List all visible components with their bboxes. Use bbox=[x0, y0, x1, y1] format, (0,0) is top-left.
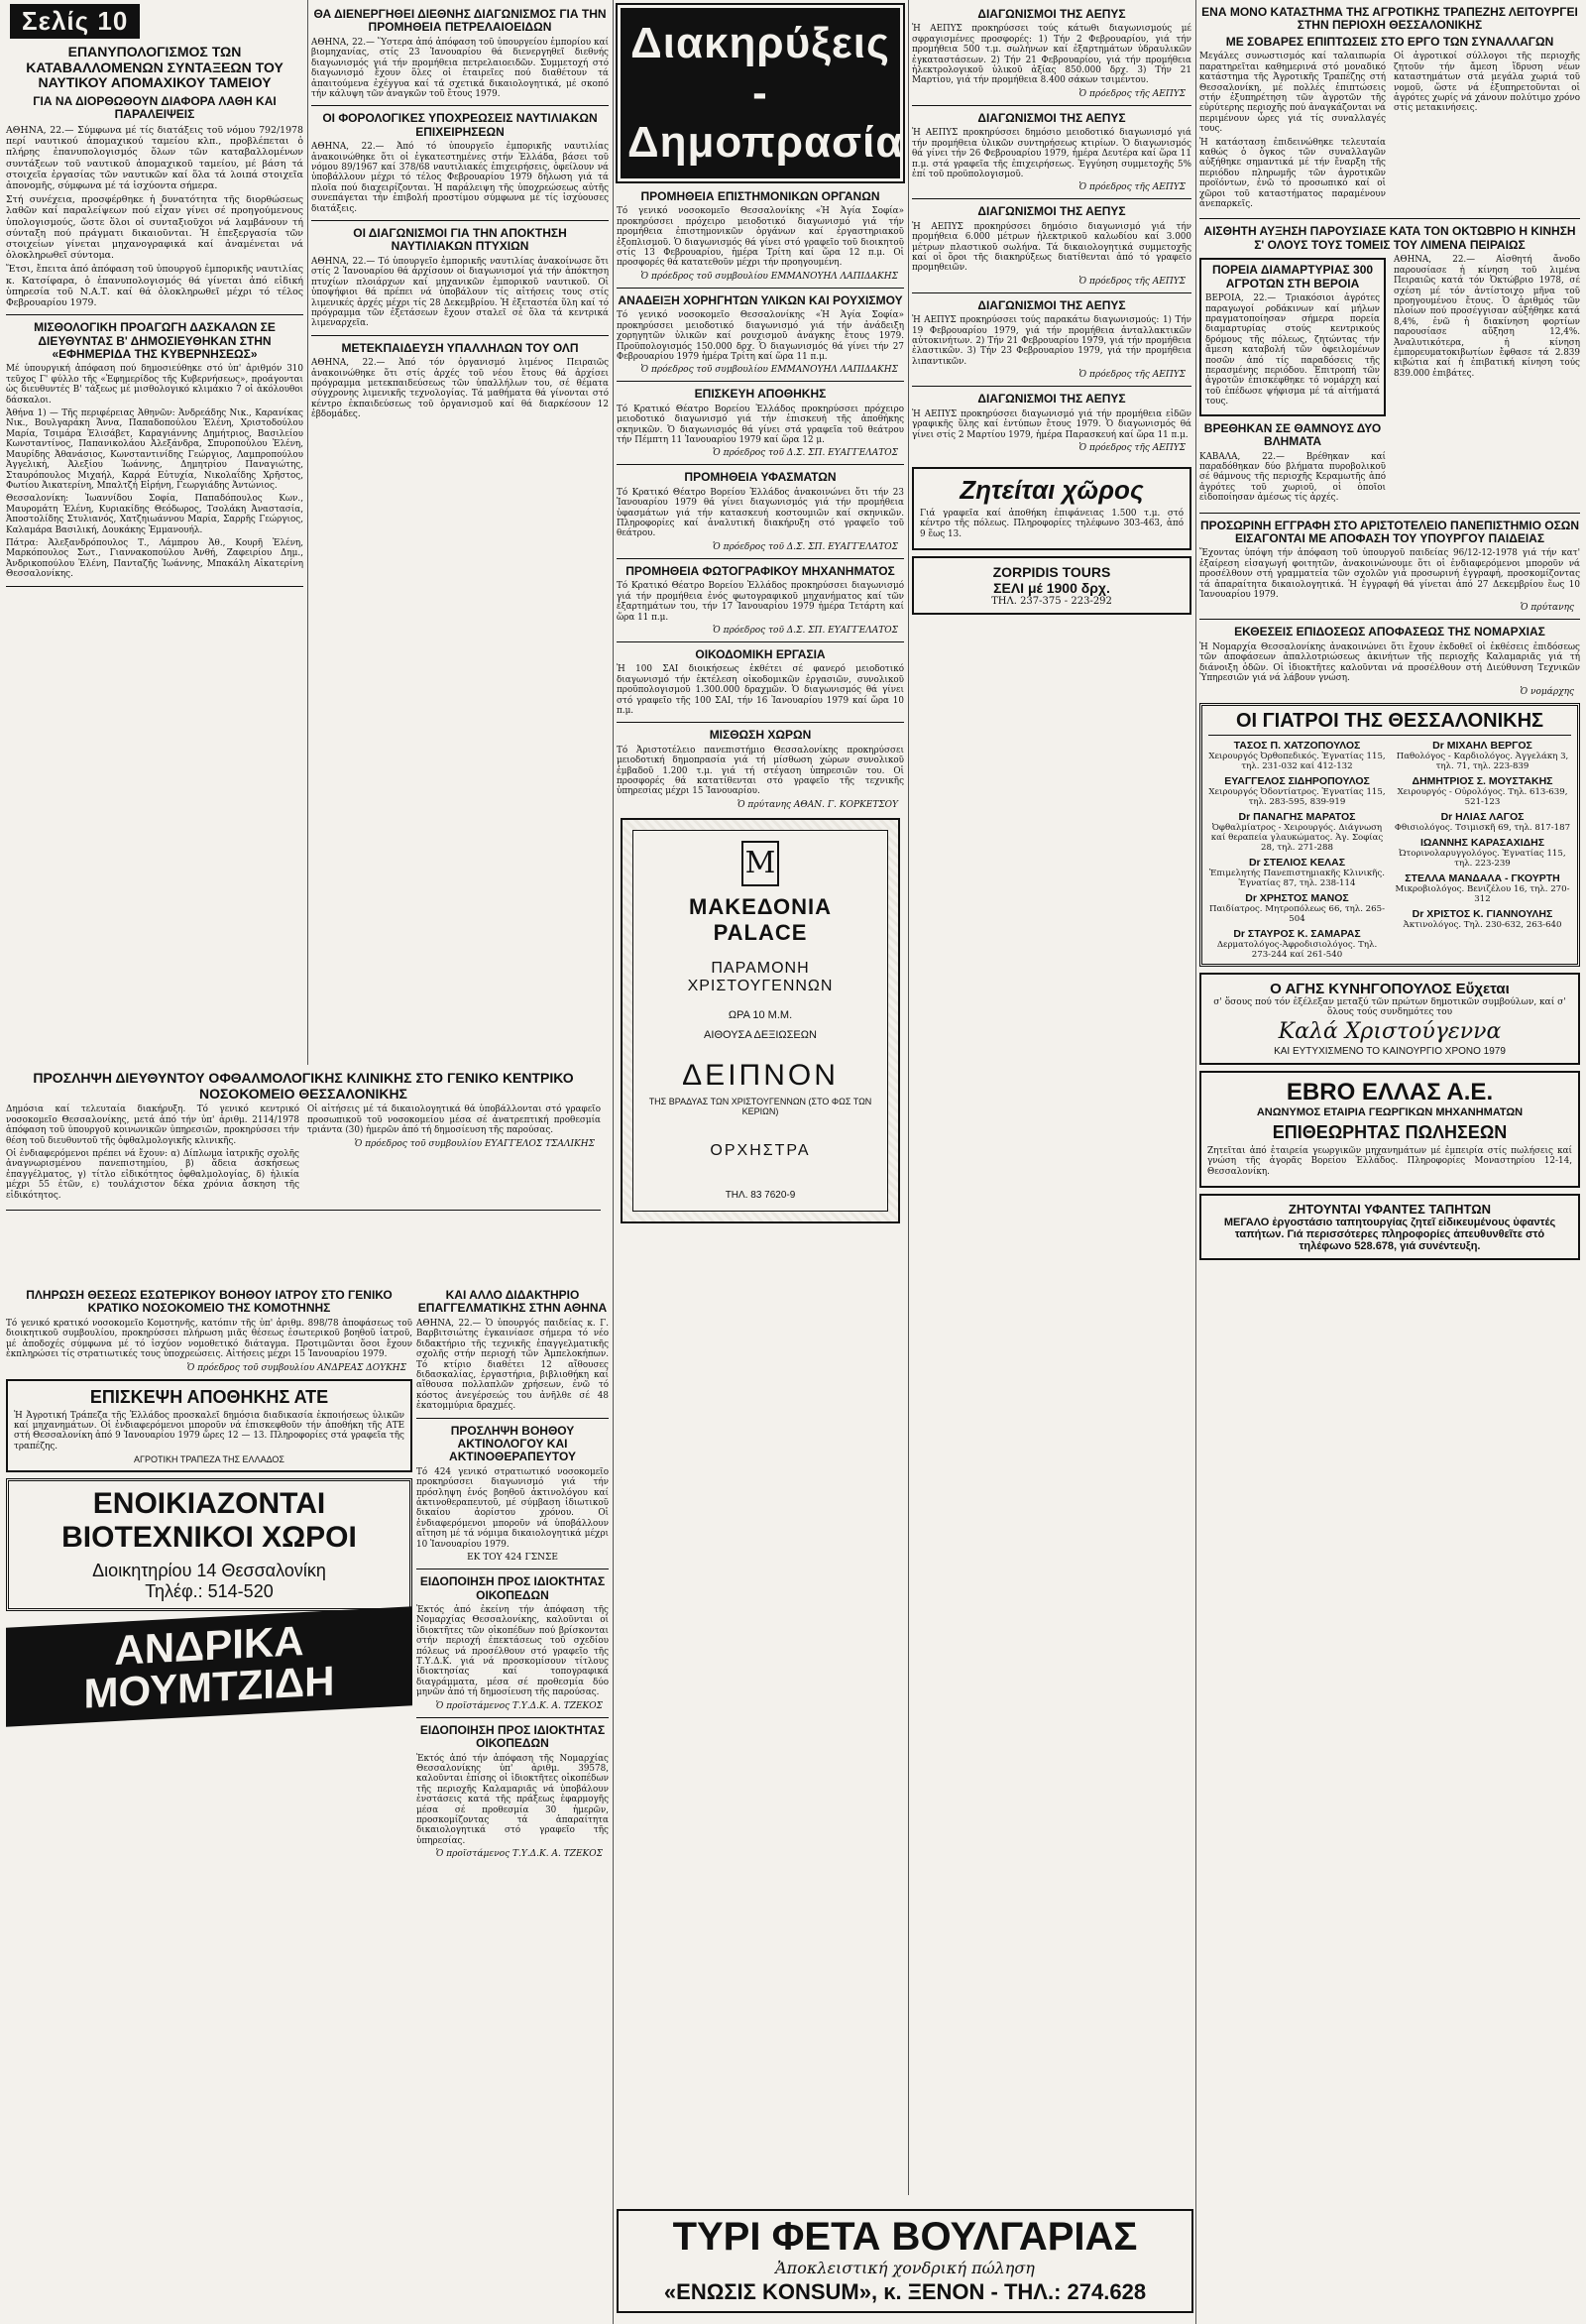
ad-line: ΩΡΑ 10 Μ.Μ. bbox=[728, 1008, 793, 1021]
ad-address: Διοικητηρίου 14 Θεσσαλονίκη bbox=[92, 1561, 326, 1581]
ad-line: ΠΑΡΑΜΟΝΗ ΧΡΙΣΤΟΥΓΕΝΝΩΝ bbox=[687, 959, 834, 994]
ad-phone: ΤΗΛ. 237-375 - 223-292 bbox=[991, 596, 1112, 608]
wide-section-left bbox=[6, 1071, 601, 1217]
notice-clothing-suppliers bbox=[617, 294, 904, 375]
notice-photo-equipment bbox=[617, 565, 904, 636]
ad-line: ΟΡΧΗΣΤΡΑ bbox=[710, 1141, 811, 1159]
doctor-name: Dr ΗΛΙΑΣ ΛΑΓΟΣ bbox=[1440, 810, 1525, 823]
divider bbox=[617, 722, 904, 723]
article-body: Οἱ ἐνδιαφερόμενοι πρέπει νά ἔχουν: α) Δίπλωμα ἰατρικῆς σχολῆς ἀναγνωρισμένου πανεπιστημίου, β) ἄδεια ἀσκήσεως ἐπαγγέλματος, γ) τίτλο εἰδικότητος ὀφθαλμολογίας, δ) ἡλικία μέχρι 55 ἐτῶν, ε) τουλάχιστον δέκα χρόνια ἄσκηση τῆς εἰδικότητος. bbox=[6, 1148, 299, 1201]
article-olp-training bbox=[311, 342, 609, 420]
ad-rental-spaces bbox=[6, 1478, 412, 1611]
article-plot-owners-2 bbox=[416, 1724, 609, 1860]
signature: Ὁ πρόεδρος τοῦ συμβουλίου ΕΜΜΑΝΟΥΗΛ ΛΑΠΙΔΑΚΗΣ bbox=[640, 365, 898, 376]
doctor-name: Dr ΣΤΕΛΙΟΣ ΚΕΛΑΣ bbox=[1248, 856, 1346, 869]
signature: Ὁ πρόεδρος τῆς ΑΕΠΥΣ bbox=[1078, 88, 1186, 99]
headline: ΕΙΔΟΠΟΙΗΣΗ ΠΡΟΣ ΙΔΙΟΚΤΗΤΑΣ ΟΙΚΟΠΕΔΩΝ bbox=[419, 1722, 606, 1751]
headline: ΜΕΤΕΚΠΑΙΔΕΥΣΗ ΥΠΑΛΛΗΛΩΝ ΤΟΥ ΟΛΠ bbox=[341, 340, 579, 355]
headline: ΔΙΑΓΩΝΙΣΜΟΙ ΤΗΣ ΑΕΠΥΣ bbox=[977, 204, 1126, 219]
headline: ΟΙ ΦΟΡΟΛΟΓΙΚΕΣ ΥΠΟΧΡΕΩΣΕΙΣ ΝΑΥΤΙΛΙΑΚΩΝ ΕΠΙΧΕΙΡΗΣΕΩΝ bbox=[322, 111, 598, 139]
ad-ebro bbox=[1199, 1071, 1580, 1188]
doctor-details: Παθολόγος - Καρδιολόγος. Ἀγγελάκη 3, τηλ. 71, τηλ. 223-839 bbox=[1396, 751, 1569, 771]
article-prefecture-decisions bbox=[1199, 626, 1580, 696]
ad-line: ΕΠΙΘΕΩΡΗΤΑΣ ΠΩΛΗΣΕΩΝ bbox=[1272, 1121, 1508, 1142]
ad-body: Γιά γραφεῖα καί ἀποθήκη ἐπιφάνειας 1.500 τ.μ. στό κέντρο τῆς πόλεως. Πληροφορίες τηλέφωνο 303-463, ἀπό 9 ἕως 13. bbox=[920, 508, 1184, 539]
headline: ΠΡΟΜΗΘΕΙΑ ΥΦΑΣΜΑΤΩΝ bbox=[684, 470, 837, 485]
article-body: ΑΘΗΝΑ, 22.— Αἰσθητή ἄνοδο παρουσίασε ἡ κίνηση τοῦ λιμένα Πειραιῶς κατά τόν Ὀκτώβριο 1978, σέ σχέση μέ τόν ἀντίστοιχο μῆνα τοῦ προηγουμένου ἔτους. Ὁ ἀριθμός τῶν πλοίων πού προσέγγισαν αὐξήθηκε κατά 8,4%, ἐνῶ ἡ διακίνηση φορτίων παρουσίασε αὔξηση 12,4%. Ἀναλυτικότερα, ἡ κίνηση ἐμπορευματοκιβωτίων ἔφθασε τά 2.839 κιβώτια καί ἡ ἐπιβατική κίνηση τούς 839.000 ἐπιβάτες. bbox=[1394, 255, 1580, 379]
headline: ΜΙΣΘΩΣΗ ΧΩΡΩΝ bbox=[709, 728, 812, 743]
signature: Ὁ πρόεδρος τοῦ Δ.Σ. ΣΠ. ΕΥΑΓΓΕΛΑΤΟΣ bbox=[712, 448, 898, 459]
article-body: ΑΘΗΝΑ, 22.— Σύμφωνα μέ τίς διατάξεις τοῦ νόμου 792/1978 περί ναυτικού ἀπομαχικού ταμείου κλπ., προβλέπεται ὁ πλήρης ἐπανυπολογισμός ὅλων τῶν καταβαλλομένων συντάξεων τοῦ ναυτικοῦ ἀπομαχικοῦ ταμείου, μέ βάση τά στοιχεῖα ἐργασίας τῶν ναυτικῶν καί ὅλα τά λοιπά στοιχεῖα ἀπονομῆς, σύμφωνα μέ τά ἰσχύοντα σήμερα. bbox=[6, 124, 303, 191]
page-label: Σελίς 10 bbox=[10, 4, 140, 39]
divider bbox=[6, 314, 303, 315]
doctor-details: Ἀκτινολόγος. Τηλ. 230-632, 263-640 bbox=[1403, 919, 1562, 930]
signature: Ὁ πρόεδρος τοῦ συμβουλίου ΕΜΜΑΝΟΥΗΛ ΛΑΠΙΔΑΚΗΣ bbox=[640, 271, 898, 282]
article-footer: ΕΚ ΤΟΥ 424 ΓΣΝΣΕ bbox=[467, 1553, 558, 1564]
doctor-details: Ὀφθαλμίατρος - Χειρουργός. Διάγνωση καί θεραπεία γλαυκώματος. Ἀγ. Σοφίας 28, τηλ. 271-288 bbox=[1210, 822, 1384, 853]
signature: Ὁ προϊστάμενος Τ.Υ.Δ.Κ. Α. ΤΖΕΚΟΣ bbox=[435, 1700, 603, 1711]
column-rule bbox=[908, 0, 909, 2195]
article-body: ΑΘΗΝΑ, 22.— Ἀπό τόν ὀργανισμό λιμένος Πειραιῶς ἀνακοινώθηκε ὅτι στίς ἀρχές τοῦ νέου ἔτους θά ἀρχίσει πρόγραμμα μετεκπαιδεύσεως τῶν ὑπαλλήλων του, σέ θέματα σύγχρονης λιμενικῆς τεχνολογίας. Τά μαθήματα θά γίνονται στό κέντρο ἐκπαιδεύσεως τοῦ ὀργανισμοῦ καί θά διαρκέσουν 12 ἑβδομάδες. bbox=[311, 358, 609, 420]
ad-body: Ζητεῖται ἀπό ἑταιρεία γεωργικῶν μηχανημάτων μέ ἐμπειρία στίς πωλήσεις καί γνώση τῆς ἀγορᾶς Βορείου Ἑλλάδος. Πληροφορίες Μοναστηρίου 12-14, Θεσσαλονίκη. bbox=[1207, 1145, 1572, 1177]
doctor-name: Dr ΧΡΗΣΤΟΣ ΜΑΝΟΣ bbox=[1245, 891, 1349, 904]
ad-title: Ζητείται χῶρος bbox=[960, 474, 1144, 505]
headline: ΕΙΔΟΠΟΙΗΣΗ ΠΡΟΣ ΙΔΙΟΚΤΗΤΑΣ ΟΙΚΟΠΕΔΩΝ bbox=[419, 1574, 606, 1602]
divider bbox=[617, 464, 904, 465]
doctor-name: Dr ΠΑΝΑΓΗΣ ΜΑΡΑΤΟΣ bbox=[1238, 810, 1356, 823]
article-body: Ἔτσι, ἔπειτα ἀπό ἀπόφαση τοῦ ὑπουργοῦ ἐμπορικῆς ναυτιλίας κ. Κατσίφαρα, ὁ ἐπανυπολογισμός θά γίνεται ἀπό εἰδική ὑπηρεσία τοῦ Ν.Α.Τ. καί θά ὁλοκληρωθεῖ μέχρι τό τέλος Φεβρουαρίου 1979. bbox=[6, 264, 303, 308]
ad-line: σ' ὅσους πού τόν ἐξέλεξαν μεταξύ τῶν πρώτων δημοτικῶν συμβούλων, καί σ' ὅλους τούς συνδημότες του bbox=[1213, 996, 1566, 1017]
doctor-details: Παιδίατρος. Μητροπόλεως 66, τηλ. 265-504 bbox=[1209, 903, 1385, 924]
ad-line: ΜΟΥΜΤΖΙΔΗ bbox=[83, 1657, 335, 1717]
headline: ΕΝΑ ΜΟΝΟ ΚΑΤΑΣΤΗΜΑ ΤΗΣ ΑΓΡΟΤΙΚΗΣ ΤΡΑΠΕΖΗΣ ΛΕΙΤΟΥΡΓΕΙ ΣΤΗΝ ΠΕΡΙΟΧΗ ΘΕΣΣΑΛΟΝΙΚΗΣ bbox=[1201, 5, 1578, 33]
notice-body: Ἡ ΑΕΠΥΣ προκηρύσσει διαγωνισμό γιά τήν προμήθεια εἰδῶν γραφικῆς ὕλης καί ἐντύπων ἔτους 1979. Ὁ διαγωνισμός θά γίνει στίς 2 Μαρτίου 1979, ἡμέρα Παρασκευή καί ὥρα 11 π.μ. bbox=[912, 408, 1191, 440]
headline: ΔΙΑΓΩΝΙΣΜΟΙ ΤΗΣ ΑΕΠΥΣ bbox=[977, 7, 1126, 21]
headline: ΜΙΣΘΟΛΟΓΙΚΗ ΠΡΟΑΓΩΓΗ ΔΑΣΚΑΛΩΝ ΣΕ ΔΙΕΥΘΥΝΤΑΣ Β' ΔΗΜΟΣΙΕΥΘΗΚΑΝ ΣΤΗΝ «ΕΦΗΜΕΡΙΔΑ ΤΗΣ ΚΥΒΕΡΝΗΣΕΩΣ» bbox=[34, 320, 276, 362]
article-body: Τό γενικό κρατικό νοσοκομεῖο Κομοτηνῆς, κατόπιν τῆς ὑπ' ἀριθμ. 898/78 ἀποφάσεως τοῦ διοικητικοῦ συμβουλίου, προκηρύσσει πλήρωση μιᾶς θέσεως ἐσωτερικοῦ βοηθοῦ ἰατροῦ, μέ ἀποδοχές σύμφωνα μέ τό ἰσχύον νομοθετικό διάταγμα. Προτιμῶνται ὅσοι ἔχουν ἐκπληρώσει τίς στρατιωτικές τους ὑποχρεώσεις. Αἰτήσεις μέχρι 15 Ἰανουαρίου 1979. bbox=[6, 1318, 412, 1360]
signature: Ὁ πρόεδρος τοῦ Δ.Σ. ΣΠ. ΕΥΑΓΓΕΛΑΤΟΣ bbox=[712, 625, 898, 636]
ad-line: ΚΑΙ ΕΥΤΥΧΙΣΜΕΝΟ ΤΟ ΚΑΙΝΟΥΡΓΙΟ ΧΡΟΝΟ 1979 bbox=[1274, 1045, 1506, 1057]
divider bbox=[1199, 619, 1580, 620]
divider bbox=[617, 558, 904, 559]
notice-space-lease bbox=[617, 729, 904, 809]
signature: Ὁ πρόεδρος τοῦ συμβουλίου ΕΥΑΓΓΕΛΟΣ ΤΣΑΛΙΚΗΣ bbox=[354, 1138, 595, 1149]
article-body: Ἐκτός ἀπό ἐκείνη τήν ἀπόφαση τῆς Νομαρχίας Θεσσαλονίκης, καλοῦνται οἱ ἰδιοκτῆτες τῶν οἰκοπέδων πού βρίσκονται στήν περιοχή ἐπεκτάσεως τοῦ σχεδίου πόλεως νά προσέλθουν στό γραφεῖο τῆς Τ.Υ.Δ.Κ. γιά νά προσκομίσουν τίτλους ἰδιοκτησίας καί τοπογραφικά διαγράμματα, μέσα σέ προθεσμία δύο μηνῶν ἀπό τή δημοσίευση τῆς παρούσας. bbox=[416, 1604, 609, 1698]
headline: ΕΚΘΕΣΕΙΣ ΕΠΙΔΟΣΕΩΣ ΑΠΟΦΑΣΕΩΣ ΤΗΣ ΝΟΜΑΡΧΙΑΣ bbox=[1234, 625, 1545, 639]
divider bbox=[311, 220, 609, 221]
ad-line: ΤΥΡΙ ΦΕΤΑ ΒΟΥΛΓΑΡΙΑΣ bbox=[672, 2215, 1138, 2259]
article-fuel-tender bbox=[311, 8, 609, 99]
article-body: Ἀθήνα 1) — Τῆς περιφέρειας Ἀθηνῶν: Ἀνδρεάδης Νικ., Καρανίκας Νικ., Βουλγαράκη Ἄννα, Παπαδοπούλου Ἑλένη, Χριστοδούλου Μαρία, Τσιμάρα Ἐλισάβετ, Καραγιάννης Δημήτριος, Βασιλείου Κωνσταντίνος, Παπανικολάου Ἀλεξάνδρα, Σπυροπούλου Ἑλένη, Μαυρίδης Ἀθανάσιος, Κωνσταντινίδης Γεώργιος, Λαμπροπούλου Ἀγγελική, Ἀλεξίου Ἰωάννης, Δημητρίου Παναγιώτης, Σταυρόπουλος Μιχαήλ, Καρρά Εὐτυχία, Νικολαΐδης Χρῆστος, Φωτίου Ἀικατερίνη, Μπαλτζή Εἰρήνη, Γεωργιάδης Ἀντώνιος. bbox=[6, 408, 303, 491]
notice-body: Τό Κρατικό Θέατρο Βορείου Ἑλλάδος ἀνακοινώνει ὅτι τήν 23 Ἰανουαρίου 1979 θά γίνει διαγωνισμός γιά τήν προμήθεια ὑφασμάτων γιά τήν κατασκευή κοστουμιῶν καί σκηνικῶν. Πληροφορίες καί ἀναλυτική διακήρυξη στό γραφεῖο τοῦ θεάτρου. bbox=[617, 487, 904, 539]
ad-carpet-weavers bbox=[1199, 1194, 1580, 1260]
ad-title: ΕΠΙΣΚΕΨΗ ΑΠΟΘΗΚΗΣ ΑΤΕ bbox=[89, 1386, 329, 1407]
article-body: Πάτρα: Ἀλεξανδρόπουλος Τ., Λάμπρου Ἀθ., Κουρῆ Ἑλένη, Μαρκόπουλος Σωτ., Γιαννακοπούλου Ἀνθή, Ζαφειρίου Δημ., Ἀνδρικοπούλου Ἑλένη, Πανταζῆς Ἰωάννης, Μπακάλη Αἰκατερίνη Θεσσαλονίκης. bbox=[6, 537, 303, 580]
signature: Ὁ πρύτανης bbox=[1520, 603, 1574, 614]
divider bbox=[617, 641, 904, 642]
doctor-name: Dr ΣΤΑΥΡΟΣ Κ. ΣΑΜΑΡΑΣ bbox=[1233, 927, 1361, 940]
article-body: Μέ ὑπουργική ἀπόφαση πού δημοσιεύθηκε στό ὑπ' ἀριθμόν 310 τεῦχος Γ' φύλλο τῆς «Ἐφημερίδος τῆς Κυβερνήσεως», προάγονται ὡς διευθυντές Β' τάξεως μέ μισθολογικό κλιμάκιο 7 οἱ ἀκόλουθοι δάσκαλοι. bbox=[6, 364, 303, 406]
directory-title: ΟΙ ΓΙΑΤΡΟΙ ΤΗΣ ΘΕΣΣΑΛΟΝΙΚΗΣ bbox=[1208, 710, 1571, 736]
notice-body: Ἡ ΑΕΠΥΣ προκηρύσσει τούς παρακάτω διαγωνισμούς: 1) Τήν 19 Φεβρουαρίου 1979, γιά τήν προμήθεια ἀνταλλακτικῶν αὐτοκινήτων. 2) Τήν 21 Φεβρουαρίου 1979, γιά τήν προμήθεια ἐλαστικῶν. 3) Τήν 23 Φεβρουαρίου 1979, γιά τήν προμήθεια λιπαντικῶν. bbox=[912, 315, 1191, 367]
divider bbox=[1199, 513, 1580, 514]
divider bbox=[6, 1210, 601, 1211]
section-banner: Διακηρύξεις - Δημοπρασίαι bbox=[621, 8, 900, 178]
doctor-details: Φθισιολόγος. Τσιμισκῆ 69, τηλ. 817-187 bbox=[1394, 822, 1571, 833]
ad-line: ΣΕΛΙ μέ 1900 δρχ. bbox=[993, 580, 1110, 597]
column-2-lower bbox=[416, 1289, 609, 1865]
ad-feta-cheese bbox=[617, 2209, 1193, 2313]
ad-line: «ΕΝΩΣΙΣ KONSUM», κ. ΞΕΝΟΝ - ΤΗΛ.: 274.628 bbox=[663, 2279, 1147, 2304]
notice-warehouse-repair bbox=[617, 388, 904, 458]
doctor-details: Ὠτορινολαρυγγολόγος. Ἐγνατίας 115, τηλ. 223-239 bbox=[1399, 848, 1566, 869]
article-piraeus-port bbox=[1199, 225, 1580, 506]
headline: ΠΡΟΣΛΗΨΗ ΔΙΕΥΘΥΝΤΟΥ ΟΦΘΑΛΜΟΛΟΓΙΚΗΣ ΚΛΙΝΙΚΗΣ ΣΤΟ ΓΕΝΙΚΟ ΚΕΝΤΡΙΚΟ ΝΟΣΟΚΟΜΕΙΟ ΘΕΣΣΑΛΟΝΙΚΗΣ bbox=[33, 1070, 574, 1102]
headline: ΑΙΣΘΗΤΗ ΑΥΞΗΣΗ ΠΑΡΟΥΣΙΑΣΕ ΚΑΤΑ ΤΟΝ ΟΚΤΩΒΡΙΟ Η ΚΙΝΗΣΗ Σ' ΟΛΟΥΣ ΤΟΥΣ ΤΟΜΕΙΣ ΤΟΥ ΛΙΜΕΝΑ ΠΕΙΡΑΙΩΣ bbox=[1203, 224, 1576, 252]
article-teachers-promotion bbox=[6, 321, 303, 579]
article-radiology-assistant bbox=[416, 1425, 609, 1564]
headline: ΠΡΟΣΛΗΨΗ ΒΟΗΘΟΥ ΑΚΤΙΝΟΛΟΓΟΥ ΚΑΙ ΑΚΤΙΝΟΘΕΡΑΠΕΥΤΟΥ bbox=[449, 1423, 576, 1464]
signature: Ὁ πρόεδρος τῆς ΑΕΠΥΣ bbox=[1078, 442, 1186, 453]
ad-line: ΤΗΣ ΒΡΑΔΥΑΣ ΤΩΝ ΧΡΙΣΤΟΥΓΕΝΝΩΝ (ΣΤΟ ΦΩΣ ΤΩΝ ΚΕΡΙΩΝ) bbox=[648, 1096, 872, 1116]
column-2 bbox=[311, 0, 609, 423]
ad-agis-greetings bbox=[1199, 973, 1580, 1065]
ad-line: ΑΝΩΝΥΜΟΣ ΕΤΑΙΡΙΑ ΓΕΩΡΓΙΚΩΝ ΜΗΧΑΝΗΜΑΤΩΝ bbox=[1256, 1105, 1524, 1118]
headline: ΒΡΕΘΗΚΑΝ ΣΕ ΘΑΜΝΟΥΣ ΔΥΟ ΒΛΗΜΑΤΑ bbox=[1203, 420, 1382, 449]
doctor-name: ΤΑΣΟΣ Π. ΧΑΤΖΟΠΟΥΛΟΣ bbox=[1233, 739, 1361, 752]
doctor-details: Δερματολόγος-Ἀφροδισιολόγος. Τηλ. 273-244 καί 261-540 bbox=[1216, 939, 1378, 960]
ad-macedonia-palace bbox=[621, 818, 900, 1223]
article-university-registration bbox=[1199, 520, 1580, 614]
divider bbox=[311, 105, 609, 106]
headline: ΕΠΙΣΚΕΥΗ ΑΠΟΘΗΚΗΣ bbox=[694, 387, 827, 402]
article-body: ΑΘΗΝΑ, 22.— Ἀπό τό ὑπουργεῖο ἐμπορικῆς ναυτιλίας ἀνακοινώθηκε ὅτι οἱ ἐγκατεστημένες στήν Ἑλλάδα, βάσει τοῦ νόμου 89/1967 καί 378/68 ναυτιλιακές ἐπιχειρήσεις, ὀφείλουν νά ὑποβάλλουν μέχρι τό τέλος Φεβρουαρίου 1979 δήλωση γιά τά πλοῖα πού διαχειρίζονται. Ἡ παράλειψη τῆς ὑποχρεώσεως αὐτῆς συνεπάγεται τήν ἐπιβολή προστίμου σύμφωνα μέ τίς ἰσχύουσες διατάξεις. bbox=[311, 142, 609, 214]
divider bbox=[311, 335, 609, 336]
doctors-left-list bbox=[1208, 736, 1386, 960]
article-body: ΒΕΡΟΙΑ, 22.— Τριακόσιοι ἀγρότες παραγωγοί ροδάκινων καί μήλων πραγματοποίησαν σήμερα πορεία διαμαρτυρίας στούς κεντρικούς δρόμους τῆς πόλεως, ζητώντας τήν ἄμεση καταβολή τῶν ὀφειλομένων ποσῶν ἀπό τίς παραδόσεις τῆς περασμένης περιόδου. Ἐπιτροπή τῶν ἀγροτῶν ἐπισκέφθηκε τό νομάρχη καί τοῦ ἐπέδωσε ψήφισμα μέ τά αἰτήματά τους. bbox=[1205, 293, 1380, 407]
headline: ΑΝΑΔΕΙΞΗ ΧΟΡΗΓΗΤΩΝ ΥΛΙΚΩΝ ΚΑΙ ΡΟΥΧΙΣΜΟΥ bbox=[618, 292, 903, 307]
ad-space-wanted bbox=[912, 467, 1191, 550]
ad-line: ΒΙΟΤΕΧΝΙΚΟΙ ΧΩΡΟΙ bbox=[61, 1521, 357, 1555]
doctors-right-list bbox=[1394, 736, 1571, 960]
column-rule bbox=[307, 0, 308, 1065]
notice-body: Ἡ ΑΕΠΥΣ προκηρύσσει δημόσιο μειοδοτικό διαγωνισμό γιά τήν προμήθεια ὑλικῶν συντηρήσεως κτιρίων. Ὁ διαγωνισμός θά γίνει τήν 26 Φεβρουαρίου 1979, ἡμέρα Δευτέρα καί ὥρα 11 π.μ. στά γραφεῖα τῆς ἐπιχειρήσεως. Ἐγγύηση συμμετοχῆς 5% ἐπί τοῦ προϋπολογισμοῦ. bbox=[912, 128, 1191, 179]
article-body: Ἔχοντας ὑπόψη τήν ἀπόφαση τοῦ ὑπουργοῦ παιδείας 96/12-12-1978 γιά τήν κατ' ἐξαίρεση εἰσαγωγή φοιτητῶν, ἀνακοινώνουμε ὅτι οἱ ἐνδιαφερόμενοι μποροῦν νά προσέλθουν στή γραμματεία τῶν σχολῶν γιά προσωρινή ἐγγραφή, προσκομίζοντας τά ἀπαραίτητα δικαιολογητικά. Ἡ ἐγγραφή θά γίνεται ἀπό 27 Δεκεμβρίου ἕως 10 Ἰανουαρίου 1979. bbox=[1199, 548, 1580, 601]
divider bbox=[416, 1717, 609, 1718]
subheadline: ΓΙΑ ΝΑ ΔΙΟΡΘΩΘΟΥΝ ΔΙΑΦΟΡΑ ΛΑΘΗ ΚΑΙ ΠΑΡΑΛΕΙΨΕΙΣ bbox=[33, 94, 277, 122]
doctor-name: ΣΤΕΛΛΑ ΜΑΝΔΑΛΑ - ΓΚΟΥΡΤΗ bbox=[1405, 872, 1560, 884]
article-body: Στή συνέχεια, προσφέρθηκε ἡ δυνατότητα τῆς διορθώσεως λαθῶν καί παραλείψεων πού εἶχαν γίνει σέ προηγούμενους ὑπολογισμούς, ὥστε ὅλοι οἱ συνταξιοῦχοι νά λαμβάνουν τή σύνταξη πού πράγματι δικαιοῦνται. Ἡ ἐπεξεργασία τῶν στοιχείων γίνεται μηχανογραφικά καί ἀναμένεται νά ὁλοκληρωθεῖ σύντομα. bbox=[6, 194, 303, 262]
article-agricultural-bank bbox=[1199, 6, 1580, 212]
doctors-directory bbox=[1199, 703, 1580, 967]
doctor-details: Χειρουργός Ὀδοντίατρος. Ἐγνατίας 115, τηλ. 283-595, 839-919 bbox=[1208, 786, 1386, 807]
notice-aepys-1 bbox=[912, 8, 1191, 99]
article-shells-found bbox=[1199, 422, 1386, 504]
ad-moumtzidis bbox=[6, 1606, 412, 1726]
article-body: Οἱ ἀγροτικοί σύλλογοι τῆς περιοχῆς ζητοῦν τήν ἄμεση ἵδρυση νέων καταστημάτων στά μεγάλα χωριά τοῦ νομοῦ, ὥστε νά ἐξυπηρετοῦνται οἱ ἀγρότες χωρίς νά χάνουν πολύτιμο χρόνο στίς μετακινήσεις. bbox=[1394, 52, 1580, 114]
ad-line: ΜΑΚΕΔΟΝΙΑ PALACE bbox=[689, 893, 832, 945]
article-maritime-diplomas bbox=[311, 227, 609, 329]
ad-body: ΜΕΓΑΛΟ ἐργοστάσιο ταπητουργίας ζητεῖ εἰδικευμένους ὑφαντές ταπήτων. Γιά περισσότερες πληροφορίες ἀπευθυνθεῖτε στό τηλέφωνο 528.678, γιά συνέντευξη. bbox=[1223, 1217, 1556, 1253]
notice-aepys-5 bbox=[912, 393, 1191, 453]
doctor-details: Ἐπιμελητής Πανεπιστημιακῆς Κλινικῆς. Ἐγνατίας 87, τηλ. 238-114 bbox=[1209, 868, 1385, 888]
ad-line: ΕΝΟΙΚΙΑΖΟΝΤΑΙ bbox=[92, 1487, 326, 1521]
headline: ΚΑΙ ΑΛΛΟ ΔΙΔΑΚΤΗΡΙΟ ΕΠΑΓΓΕΛΜΑΤΙΚΗΣ ΣΤΗΝ ΑΘΗΝΑ bbox=[417, 1288, 608, 1316]
notice-body: Τό γενικό νοσοκομεῖο Θεσσαλονίκης «Ἡ Ἁγία Σοφία» προκηρύσσει πρόχειρο μειοδοτικό διαγωνισμό γιά τήν προμήθεια ἐπιστημονικῶν ὀργάνων καί ἐργαστηριακοῦ ἐξοπλισμοῦ. Ὁ διαγωνισμός θά γίνει στό γραφεῖο τοῦ διοικητοῦ στίς 13 Φεβρουαρίου, ἡμέρα Τρίτη καί ὥρα 12 π.μ. Οἱ προσφορές θά κατατεθοῦν μέχρι τήν προηγουμένη. bbox=[617, 206, 904, 269]
ad-line: ΔΕΙΠΝΟΝ bbox=[682, 1058, 839, 1092]
subheadline: ΜΕ ΣΟΒΑΡΕΣ ΕΠΙΠΤΩΣΕΙΣ ΣΤΟ ΕΡΓΟ ΤΩΝ ΣΥΝΑΛΛΑΓΩΝ bbox=[1225, 34, 1554, 49]
divider bbox=[912, 105, 1191, 106]
signature: Ὁ πρόεδρος τῆς ΑΕΠΥΣ bbox=[1078, 276, 1186, 287]
signature: Ὁ πρόεδρος τῆς ΑΕΠΥΣ bbox=[1078, 370, 1186, 381]
article-pension-recalculation bbox=[6, 45, 303, 308]
notice-body: Τό Κρατικό Θέατρο Βορείου Ἑλλάδος προκηρύσσει πρόχειρο μειοδοτικό διαγωνισμό γιά τήν ἐπισκευή τῆς ἀποθήκης σκηνικῶν. Ὁ διαγωνισμός θά γίνει στά γραφεῖα τοῦ θεάτρου τήν Πέμπτη 11 Ἰανουαρίου 1979 καί ὥρα 12 μ. bbox=[617, 404, 904, 445]
column-3 bbox=[617, 0, 917, 1231]
headline: ΘΑ ΔΙΕΝΕΡΓΗΘΕΙ ΔΙΕΘΝΗΣ ΔΙΑΓΩΝΙΣΜΟΣ ΓΙΑ ΤΗΝ ΠΡΟΜΗΘΕΙΑ ΠΕΤΡΕΛΑΙΟΕΙΔΩΝ bbox=[313, 7, 607, 35]
article-ophthalmology-director bbox=[6, 1071, 601, 1204]
article-plot-owners-1 bbox=[416, 1575, 609, 1711]
ad-line: EBRO ΕΛΛΑΣ Α.Ε. bbox=[1286, 1078, 1494, 1105]
headline: ΠΡΟΣΩΡΙΝΗ ΕΓΓΡΑΦΗ ΣΤΟ ΑΡΙΣΤΟΤΕΛΕΙΟ ΠΑΝΕΠΙΣΤΗΜΙΟ ΟΣΩΝ ΕΙΣΑΓΟΝΤΑΙ ΜΕ ΑΠΟΦΑΣΗ ΤΟΥ ΥΠΟΥΡΓΟΥ ΠΑΙΔΕΙΑΣ bbox=[1199, 518, 1580, 545]
notice-fabrics bbox=[617, 471, 904, 551]
divider bbox=[1199, 218, 1580, 219]
ad-body: Ἡ Ἀγροτική Τράπεζα τῆς Ἑλλάδος προσκαλεῖ δημόσια διαδικασία ἐκποιήσεως ὑλικῶν καί μηχανημάτων. Οἱ ἐνδιαφερόμενοι μποροῦν νά ἐπισκεφθοῦν τήν ἀποθήκη τῆς ΑΤΕ στή Θεσσαλονίκη ἀπό 9 Ἰανουαρίου 1979 ὥρες 12 — 13. Πληροφορίες στά γραφεῖα τῆς τραπέζης. bbox=[14, 1410, 404, 1452]
headline: ΟΙ ΔΙΑΓΩΝΙΣΜΟΙ ΓΙΑ ΤΗΝ ΑΠΟΚΤΗΣΗ ΝΑΥΤΙΛΙΑΚΩΝ ΠΤΥΧΙΩΝ bbox=[353, 226, 567, 254]
divider bbox=[6, 586, 303, 587]
ad-line: ΑΙΘΟΥΣΑ ΔΕΞΙΩΣΕΩΝ bbox=[704, 1028, 817, 1041]
divider bbox=[416, 1418, 609, 1419]
notice-construction-work bbox=[617, 648, 904, 716]
notice-body: Ἡ ΑΕΠΥΣ προκηρύσσει δημόσιο διαγωνισμό γιά τήν προμήθεια 6.000 μέτρων ἠλεκτρικοῦ καλωδίου καί 3.000 μέτρων πλαστικοῦ σωλήνα. Τά δικαιολογητικά συμμετοχῆς καί οἱ ὅροι τῆς διακηρύξεως διατίθενται ἀπό τό γραφεῖο προμηθειῶν. bbox=[912, 221, 1191, 274]
ad-line: Ο ΑΓΗΣ ΚΥΝΗΓΟΠΟΥΛΟΣ Εὔχεται bbox=[1270, 980, 1510, 997]
signature: Ὁ πρύτανης ΑΘΑΝ. Γ. ΚΟΡΚΕΤΣΟΥ bbox=[736, 799, 898, 810]
signature: Ὁ πρόεδρος τῆς ΑΕΠΥΣ bbox=[1078, 182, 1186, 193]
article-body: Τό 424 γενικό στρατιωτικό νοσοκομεῖο προκηρύσσει διαγωνισμό γιά τήν πρόσληψη ἑνός βοηθοῦ ἀκτινολόγου καί ἀκτινοθεραπευτοῦ, μέ σύμβαση ἰδιωτικοῦ δικαίου ἀορίστου χρόνου. Οἱ ἐνδιαφερόμενοι μποροῦν νά ὑποβάλλουν αἴτηση μέ τά νόμιμα δικαιολογητικά μέχρι 10 Ἰανουαρίου 1979. bbox=[416, 1466, 609, 1550]
signature: Ὁ προϊστάμενος Τ.Υ.Δ.Κ. Α. ΤΖΕΚΟΣ bbox=[435, 1849, 603, 1860]
notice-body: Τό Κρατικό Θέατρο Βορείου Ἑλλάδος προκηρύσσει διαγωνισμό γιά τήν προμήθεια ἑνός φωτογραφικοῦ μηχανήματος καί τῶν ἐξαρτημάτων του, τήν 17 Ἰανουαρίου 1979 ἡμέρα Τετάρτη καί ὥρα 11 π.μ. bbox=[617, 581, 904, 623]
notice-body: Ἡ 100 ΣΑΙ διοικήσεως ἐκθέτει σέ φανερό μειοδοτικό διαγωνισμό τήν ἐκτέλεση οἰκοδομικῶν ἐργασιῶν, συνολικοῦ προϋπολογισμοῦ 1.300.000 δραχμῶν. Ὁ διαγωνισμός θά γίνει στό γραφεῖο τῆς 100 ΣΑΙ, τήν 16 Ἰανουαρίου 1979 καί ὥρα 10 π.μ. bbox=[617, 664, 904, 716]
ad-ate-warehouse bbox=[6, 1379, 412, 1473]
ad-phone: Τηλέφ.: 514-520 bbox=[145, 1581, 274, 1602]
article-body: Θεσσαλονίκη: Ἰωαννίδου Σοφία, Παπαδόπουλος Κων., Μαυρομάτη Ἑλένη, Κυριακίδης Θεόδωρος, Τσολάκη Ἀναστασία, Ἀποστολίδης Στυλιανός, Χατζηιωάννου Μαρία, Σαρρῆς Γεώργιος, Καλαμάρα Βασιλική, Δουκάκης Ἐμμανουήλ. bbox=[6, 494, 303, 535]
doctor-details: Χειρουργός - Οὐρολόγος. Τηλ. 613-639, 521-123 bbox=[1397, 786, 1568, 807]
ad-line: ΖΗΤΟΥΝΤΑΙ ΥΦΑΝΤΕΣ ΤΑΠΗΤΩΝ bbox=[1288, 1202, 1492, 1218]
article-body: ΚΑΒΑΛΑ, 22.— Βρέθηκαν καί παραδόθηκαν δύο βλήματα πυροβολικοῦ σέ θάμνους τῆς περιοχῆς Κεραμωτῆς ἀπό ἀγρότες τοῦ χωριοῦ, οἱ ὁποῖοι εἰδοποίησαν ἀμέσως τίς ἀρχές. bbox=[1199, 451, 1386, 504]
ad-line: Καλά Χριστούγεννα bbox=[1278, 1018, 1502, 1044]
headline: ΔΙΑΓΩΝΙΣΜΟΙ ΤΗΣ ΑΕΠΥΣ bbox=[977, 297, 1126, 312]
headline: ΠΡΟΜΗΘΕΙΑ ΕΠΙΣΤΗΜΟΝΙΚΩΝ ΟΡΓΑΝΩΝ bbox=[640, 189, 880, 203]
doctor-name: Dr ΜΙΧΑΗΛ ΒΕΡΓΟΣ bbox=[1432, 739, 1532, 752]
doctor-name: ΔΗΜΗΤΡΙΟΣ Σ. ΜΟΥΣΤΑΚΗΣ bbox=[1412, 774, 1553, 787]
headline: ΔΙΑΓΩΝΙΣΜΟΙ ΤΗΣ ΑΕΠΥΣ bbox=[977, 110, 1126, 125]
article-body: ΑΘΗΝΑ, 22.— Ὕστερα ἀπό ἀπόφαση τοῦ ὑπουργείου ἐμπορίου καί βιομηχανίας, στίς 23 Ἰανουαρίου θά διενεργηθεῖ διεθνής διαγωνισμός γιά τήν προμήθεια πετρελαιοειδῶν. Συμμετοχή στό διαγωνισμό ἔχουν ὅλες οἱ ἑταιρεῖες πού διαθέτουν τά ἀπαιτούμενα ἐχέγγυα καί τά σχετικά δικαιολογητικά, μέ σκοπό τήν κάλυψη τῶν ἀναγκῶν τοῦ ἔτους 1979. bbox=[311, 37, 609, 99]
article-body: Οἱ αἰτήσεις μέ τά δικαιολογητικά θά ὑποβάλλονται στό γραφεῖο προσωπικοῦ τοῦ νοσοκομείου μέσα σέ ἀνατρεπτική προθεσμία τριάντα (30) ἡμερῶν ἀπό τή δημοσίευση τῆς παρούσας. bbox=[307, 1104, 601, 1136]
doctor-name: ΕΥΑΓΓΕΛΟΣ ΣΙΔΗΡΟΠΟΥΛΟΣ bbox=[1224, 774, 1370, 787]
article-body: Ἡ Νομαρχία Θεσσαλονίκης ἀνακοινώνει ὅτι ἔχουν ἐκδοθεῖ οἱ ἐκθέσεις ἐπιδόσεως τῶν ἀποφάσεων ἀπαλλοτριώσεως ἀκινήτων τῆς περιοχῆς Καλαμαριᾶς γιά τή διάνοιξη ὁδῶν. Οἱ ἰδιοκτῆτες καλοῦνται νά προσέλθουν στή Διεύθυνση Τεχνικῶν Ὑπηρεσιῶν γιά νά λάβουν γνώση. bbox=[1199, 641, 1580, 684]
divider bbox=[912, 386, 1191, 387]
notice-aepys-2 bbox=[912, 112, 1191, 192]
signature: Ὁ πρόεδρος τοῦ Δ.Σ. ΣΠ. ΕΥΑΓΓΕΛΑΤΟΣ bbox=[712, 541, 898, 552]
doctor-details: Χειρουργός Ὀρθοπεδικός. Ἐγνατίας 115, τηλ. 231-032 καί 412-132 bbox=[1208, 751, 1386, 771]
divider bbox=[912, 198, 1191, 199]
wide-section-left-2 bbox=[6, 1289, 412, 1716]
signature: Ὁ πρόεδρος τοῦ συμβουλίου ΑΝΔΡΕΑΣ ΔΟΥΚΗΣ bbox=[186, 1362, 406, 1373]
article-school-building bbox=[416, 1289, 609, 1412]
column-rule bbox=[613, 0, 614, 2324]
notice-aepys-3 bbox=[912, 205, 1191, 286]
article-body: Ἡ κατάσταση ἐπιδεινώθηκε τελευταία καθώς ὁ ὄγκος τῶν συναλλαγῶν αὐξήθηκε σημαντικά μέ τήν ἔναρξη τῆς περιόδου πληρωμῆς τῶν ἀγροτικῶν προϊόντων, ἐνῶ τό προσωπικό καί οἱ χῶροι τοῦ καταστήματος παραμένουν ἀνεπαρκεῖς. bbox=[1199, 137, 1386, 209]
notice-body: Ἡ ΑΕΠΥΣ προκηρύσσει τούς κάτωθι διαγωνισμούς μέ σφραγισμένες προσφορές: 1) Τήν 2 Φεβρουαρίου, γιά τήν προμήθεια 500 τ.μ. σωλήνων καί ἐξαρτημάτων ὑδραυλικῶν ἐγκαταστάσεων. 2) Τήν 21 Φεβρουαρίου, γιά τήν προμήθεια ἠλεκτρολογικοῦ ὑλικοῦ ἀξίας 850.000 δρχ. 3) Τήν 21 Μαρτίου, γιά τήν προμήθεια 8.400 σάκων τσιμέντου. bbox=[912, 24, 1191, 86]
article-shipping-tax bbox=[311, 112, 609, 214]
article-veria-protest bbox=[1199, 258, 1386, 415]
doctor-details: Μικροβιολόγος. Βενιζέλου 16, τηλ. 270-312 bbox=[1395, 883, 1570, 904]
article-komotini-hospital bbox=[6, 1289, 412, 1373]
divider bbox=[912, 292, 1191, 293]
divider bbox=[617, 288, 904, 289]
headline: ΠΡΟΜΗΘΕΙΑ ΦΩΤΟΓΡΑΦΙΚΟΥ ΜΗΧΑΝΗΜΑΤΟΣ bbox=[625, 563, 895, 578]
column-rule bbox=[1195, 0, 1196, 2324]
column-1 bbox=[6, 0, 303, 593]
column-4 bbox=[912, 0, 1191, 621]
notice-body: Τό γενικό νοσοκομεῖο Θεσσαλονίκης «Ἡ Ἁγία Σοφία» προκηρύσσει μειοδοτικό διαγωνισμό γιά τήν ἀνάδειξη χορηγητῶν ὑλικῶν καί ρουχισμοῦ ἀνάγκης ἔτους 1979. Προϋπολογισμός 150.000 δρχ. Ὁ διαγωνισμός θά γίνει τήν 27 Φεβρουαρίου 1979 ἡμέρα Τρίτη καί ὥρα 11 π.μ. bbox=[617, 310, 904, 362]
ad-phone: ΤΗΛ. 83 7620-9 bbox=[725, 1189, 796, 1201]
article-body: Μεγάλες συνωστισμός καί ταλαιπωρία παρατηρεῖται καθημερινά στό μοναδικό κατάστημα τῆς Ἀγροτικῆς Τραπέζης στή Θεσσαλονίκη, μέ πολλές ἐπιπτώσεις στήν ἐξυπηρέτηση τῶν ἀγροτῶν τῆς εὐρύτερης περιοχῆς πού ἀναγκάζονται νά περιμένουν ὧρες γιά τίς συναλλαγές τους. bbox=[1199, 52, 1386, 135]
ad-title: ZORPIDIS TOURS bbox=[992, 564, 1111, 581]
ad-line: Ἀποκλειστική χονδρική πώληση bbox=[775, 2259, 1035, 2277]
column-5 bbox=[1199, 0, 1580, 1266]
article-body: Ἐκτός ἀπό τήν ἀπόφαση τῆς Νομαρχίας Θεσσαλονίκης ὑπ' ἀριθμ. 39578, καλοῦνται ἐπίσης οἱ ἰδιοκτῆτες οἰκοπέδων τῆς περιοχῆς Καλαμαριᾶς νά ὑποβάλουν ἐνστάσεις κατά τῆς πράξεως ἐφαρμογῆς μέσα σέ προθεσμία 30 ἡμερῶν, προσκομίζοντας τά ἀπαραίτητα δικαιολογητικά στό γραφεῖο τῆς ὑπηρεσίας. bbox=[416, 1753, 609, 1846]
ad-zorpidis-tours bbox=[912, 556, 1191, 615]
headline: ΠΟΡΕΙΑ ΔΙΑΜΑΡΤΥΡΙΑΣ 300 ΑΓΡΟΤΩΝ ΣΤΗ ΒΕΡΟΙΑ bbox=[1211, 263, 1374, 290]
signature: Ὁ νομάρχης bbox=[1520, 686, 1574, 697]
headline: ΕΠΑΝΥΠΟΛΟΓΙΣΜΟΣ ΤΩΝ ΚΑΤΑΒΑΛΛΟΜΕΝΩΝ ΣΥΝΤΑΞΕΩΝ ΤΟΥ ΝΑΥΤΙΚΟΥ ΑΠΟΜΑΧΙΚΟΥ ΤΑΜΕΙΟΥ bbox=[26, 44, 283, 91]
ad-footer: ΑΓΡΟΤΙΚΗ ΤΡΑΠΕΖΑ ΤΗΣ ΕΛΛΑΔΟΣ bbox=[134, 1454, 284, 1465]
notice-body: Τό Ἀριστοτέλειο πανεπιστήμιο Θεσσαλονίκης προκηρύσσει μειοδοτική δημοπρασία γιά τή μίσθωση χώρων συνολικοῦ ἐμβαδοῦ 1.200 τ.μ. γιά τή στέγαση ὑπηρεσιῶν του. Οἱ προσφορές θά κατατίθενται στό γραφεῖο τῆς τεχνικῆς ὑπηρεσίας μέχρι 15 Ἰανουαρίου. bbox=[617, 745, 904, 797]
doctor-name: Dr ΧΡΙΣΤΟΣ Κ. ΓΙΑΝΝΟΥΛΗΣ bbox=[1412, 907, 1553, 920]
notice-aepys-4 bbox=[912, 299, 1191, 380]
notice-scientific-instruments bbox=[617, 190, 904, 282]
article-body: ΑΘΗΝΑ, 22.— Τό ὑπουργεῖο ἐμπορικῆς ναυτιλίας ἀνακοίνωσε ὅτι στίς 2 Ἰανουαρίου θά ἀρχίσουν οἱ διαγωνισμοί γιά τήν ἀπόκτηση πτυχίων πλοιάρχων καί μηχανικῶν ἐμπορικοῦ ναυτικοῦ. Οἱ ὑποψήφιοι θά πρέπει νά ὑποβάλουν τίς αἰτήσεις τους στίς λιμενικές ἀρχές μέχρι τίς 28 Δεκεμβρίου. Ἡ ἐξεταστέα ὕλη καί τό πρόγραμμα τῶν ἐξετάσεων ἔχουν σταλεῖ σέ ὅλα τά κεντρικά λιμεναρχεῖα. bbox=[311, 256, 609, 329]
doctor-name: ΙΩΑΝΝΗΣ ΚΑΡΑΣΑΧΙΔΗΣ bbox=[1419, 836, 1545, 849]
headline: ΔΙΑΓΩΝΙΣΜΟΙ ΤΗΣ ΑΕΠΥΣ bbox=[977, 392, 1126, 407]
headline: ΟΙΚΟΔΟΜΙΚΗ ΕΡΓΑΣΙΑ bbox=[695, 646, 826, 661]
ad-line: ΑΝΔΡΙΚΑ bbox=[114, 1617, 304, 1675]
article-body: ΑΘΗΝΑ, 22.— Ὁ ὑπουργός παιδείας κ. Γ. Βαρβιτσιώτης ἐγκαινίασε σήμερα τό νέο διδακτήριο τῆς τεχνικῆς ἐπαγγελματικῆς σχολῆς στήν περιοχή τῶν Ἀμπελοκήπων. Τό κτίριο διαθέτει 12 αἴθουσες διδασκαλίας, ἐργαστήρια, βιβλιοθήκη καί αἴθουσα πολλαπλῶν χρήσεων, ἐνῶ τό κόστος ἀνεγέρσεώς του ἀνῆλθε σέ 48 ἑκατομμύρια δραχμές. bbox=[416, 1318, 609, 1412]
headline: ΠΛΗΡΩΣΗ ΘΕΣΕΩΣ ΕΣΩΤΕΡΙΚΟΥ ΒΟΗΘΟΥ ΙΑΤΡΟΥ ΣΤΟ ΓΕΝΙΚΟ ΚΡΑΤΙΚΟ ΝΟΣΟΚΟΜΕΙΟ ΤΗΣ ΚΟΜΟΤΗΝΗΣ bbox=[26, 1288, 393, 1316]
divider bbox=[617, 381, 904, 382]
article-body: Δημόσια καί τελευταία διακήρυξη. Τό γενικό κεντρικό νοσοκομεῖο Θεσσαλονίκης, μετά ἀπό τήν ὑπ' ἀριθμ. 2114/1978 ἀπόφαση τοῦ ὑπουργοῦ κοινωνικῶν ὑπηρεσιῶν, προκηρύσσει τήν θέση τοῦ διευθυντοῦ τῆς ὀφθαλμολογικῆς κλινικῆς. bbox=[6, 1104, 299, 1146]
monogram-logo: M bbox=[741, 841, 779, 886]
